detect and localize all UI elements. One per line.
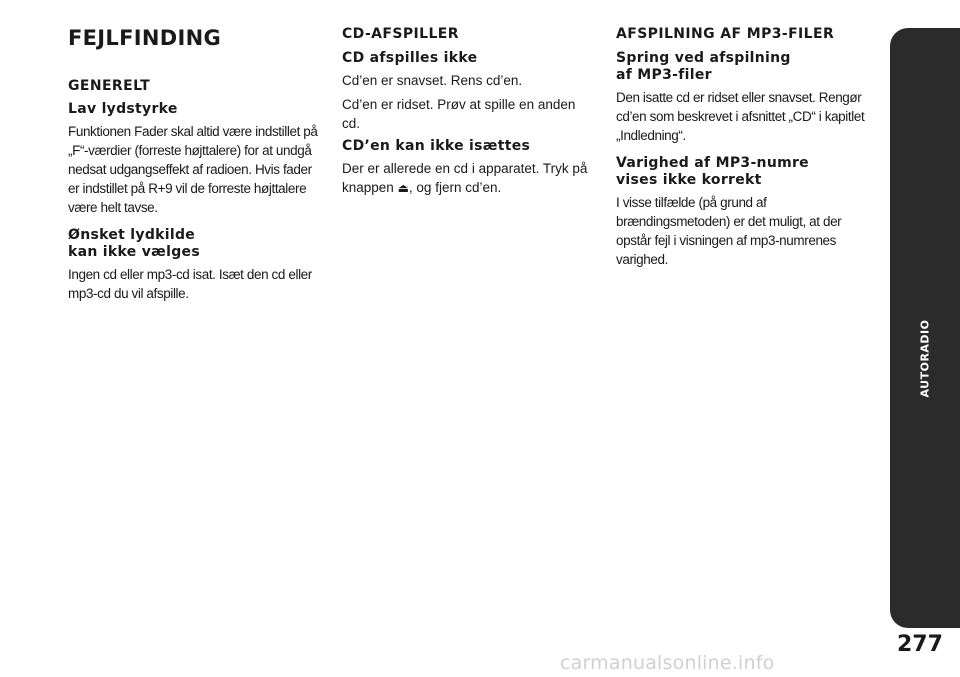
eject-icon: ⏏ [397,181,409,195]
page-title: FEJLFINDING [68,26,221,50]
heading-source-line2: kan ikke vælges [68,244,200,260]
text-cd-no-insert [342,159,595,198]
heading-skip-line2: af MP3-filer [616,67,712,83]
heading-source-line1: Ønsket lydkilde [68,227,196,243]
text-source: Ingen cd eller mp3-cd isat. Isæt den cd eller mp3-cd du vil afspille. [68,267,312,301]
text-cd-no-insert-part2: , og fjern cd’en. [408,180,502,195]
page-number: 277 [897,632,943,657]
text-cd-scratched: Cd’en er ridset. Prøv at spille en anden cd. [342,97,576,131]
heading-cd-no-play: CD afspilles ikke [342,50,478,66]
heading-cd-no-insert: CD’en kan ikke isættes [342,138,531,154]
chapter-tab [890,28,960,628]
heading-duration-line2: vises ikke korrekt [616,172,762,188]
column-general [68,26,320,308]
column-mp3 [616,26,868,274]
section-heading-general: GENERELT [68,78,151,94]
column-cd-player [342,26,595,203]
text-cd-no-insert-part1: Der er allerede en cd i apparatet. Tryk på knappen [342,161,588,195]
watermark: carmanualsonline.info [560,652,775,674]
chapter-tab-label: AUTORADIO [918,318,932,398]
heading-low-volume: Lav lydstyrke [68,101,178,117]
text-cd-dirty: Cd’en er snavset. Rens cd’en. [342,73,523,88]
text-low-volume: Funktionen Fader skal altid være indstillet på „F“-værdier (forreste højttalere) for at undgå nedsat udgangseffekt af radioen. Hvis fader er indstillet på R+9 vil de forreste højttalere være helt tavse. [68,124,318,215]
heading-skip-line1: Spring ved afspilning [616,50,791,66]
text-duration: I visse tilfælde (på grund af brændingsmetoden) er det muligt, at der opstår fejl i visningen af mp3-numrenes varighed. [616,195,842,267]
section-heading-mp3: AFSPILNING AF MP3-FILER [616,26,835,42]
text-skip: Den isatte cd er ridset eller snavset. Rengør cd’en som beskrevet i afsnittet „CD“ i kapitlet „Indledning“. [616,90,865,143]
section-heading-cd-player: CD-AFSPILLER [342,26,459,42]
heading-duration-line1: Varighed af MP3-numre [616,155,809,171]
